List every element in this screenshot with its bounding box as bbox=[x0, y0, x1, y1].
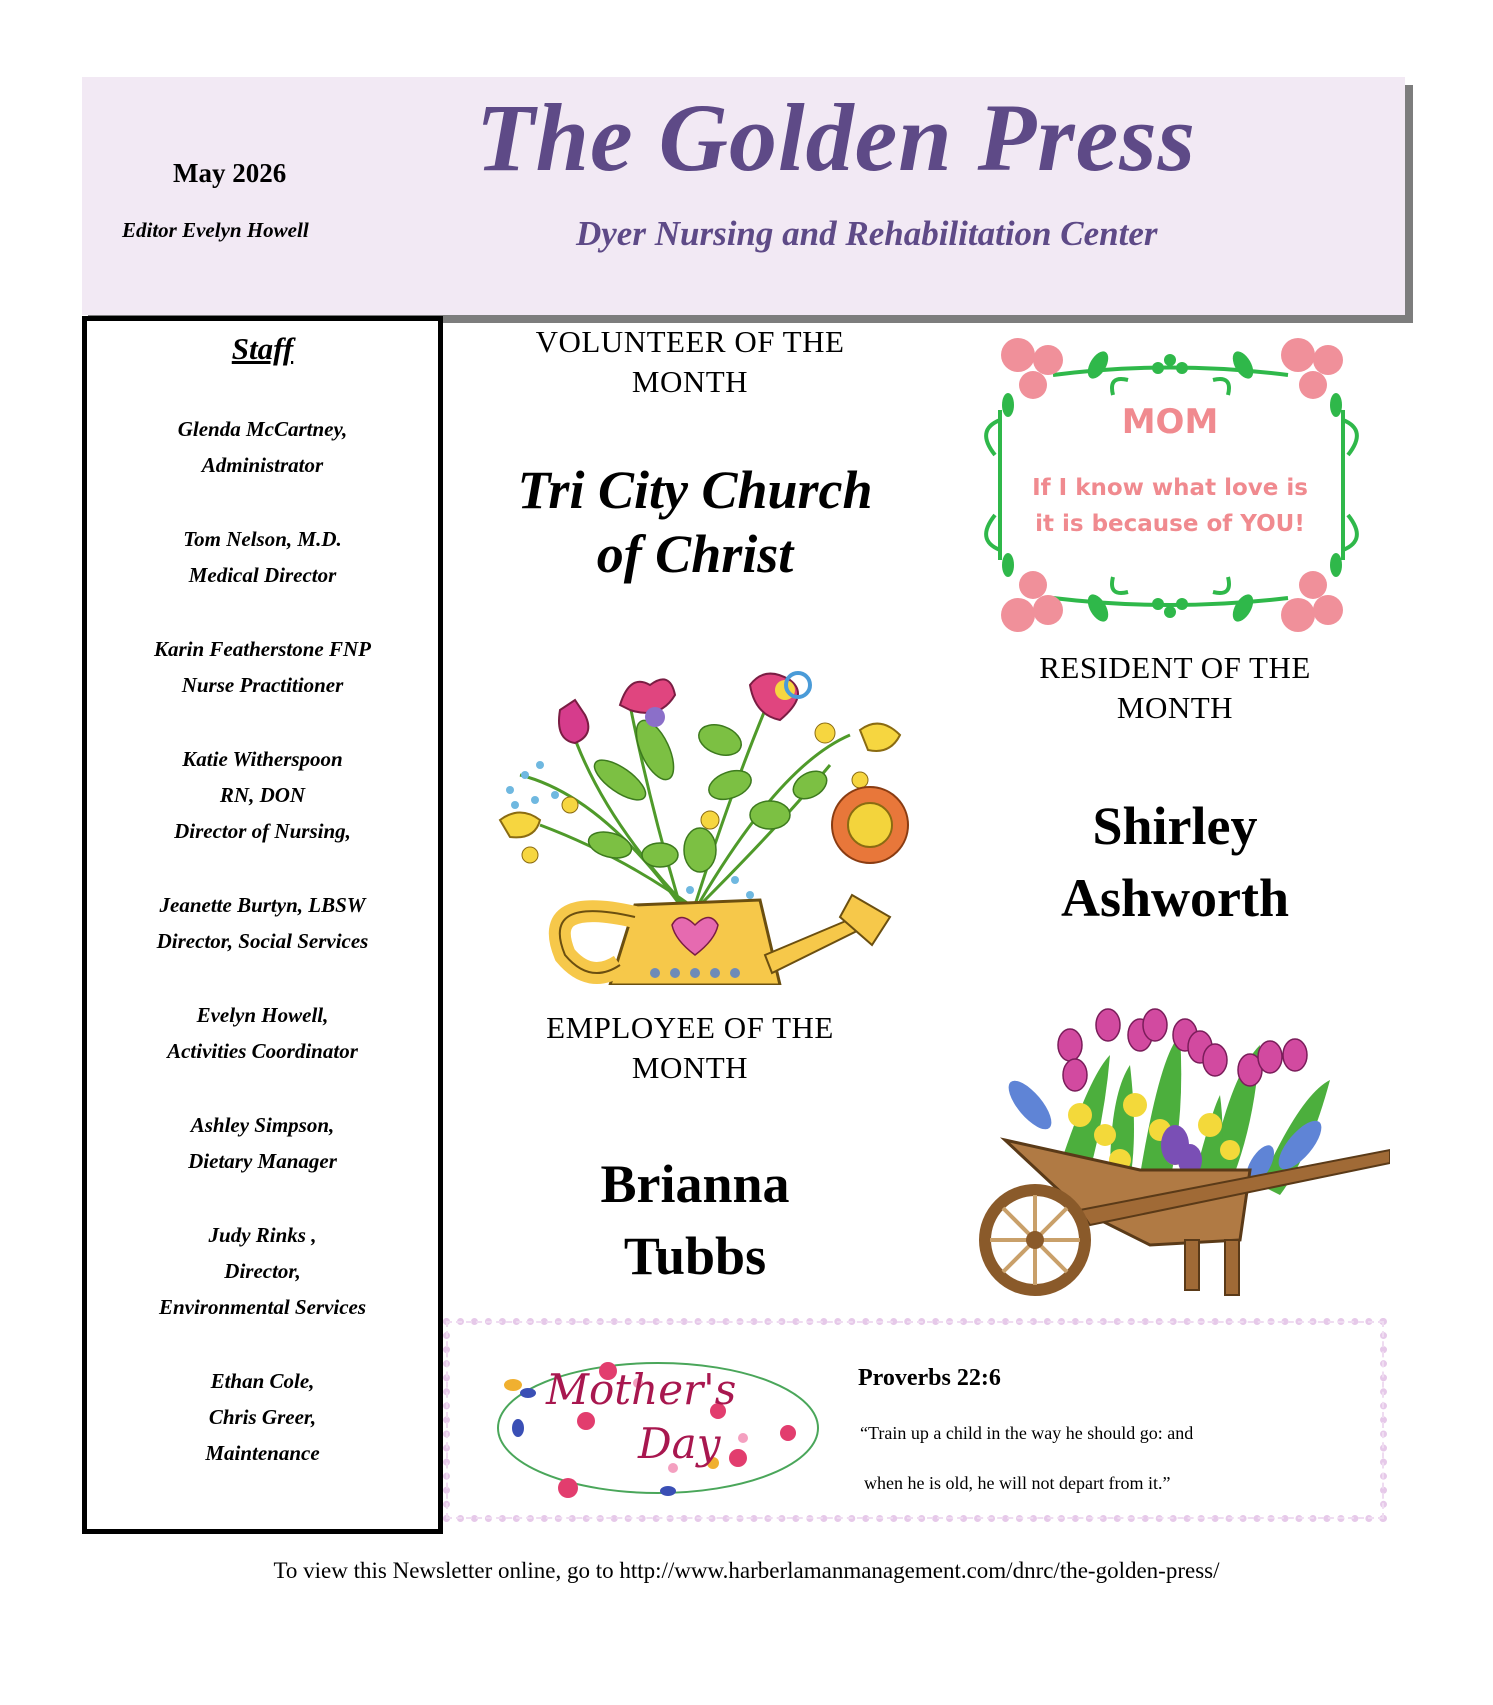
staff-department: Environmental Services bbox=[158, 1295, 367, 1319]
employee-of-month-label bbox=[460, 1008, 920, 1088]
staff-name: Evelyn Howell, bbox=[196, 1003, 329, 1027]
staff-entry bbox=[87, 521, 438, 593]
editor-credit: Editor Evelyn Howell bbox=[122, 218, 309, 242]
staff-name: Judy Rinks , bbox=[208, 1223, 317, 1247]
staff-role: Dietary Manager bbox=[188, 1149, 337, 1173]
verse-reference: Proverbs 22:6 bbox=[858, 1365, 1001, 1391]
label-line: MONTH bbox=[1116, 690, 1234, 725]
volunteer-of-month-label bbox=[460, 322, 920, 402]
staff-name: Karin Featherstone FNP bbox=[153, 637, 372, 661]
name-line: Tubbs bbox=[623, 1226, 767, 1286]
issue-date: May 2026 bbox=[173, 158, 287, 188]
label-line: MONTH bbox=[631, 364, 749, 399]
employee-name bbox=[440, 1148, 950, 1292]
facility-name: Dyer Nursing and Rehabilitation Center bbox=[576, 214, 1158, 253]
verse-line: when he is old, he will not depart from it.” bbox=[864, 1473, 1171, 1493]
label-line: EMPLOYEE OF THE bbox=[546, 1010, 834, 1045]
staff-role: Medical Director bbox=[188, 563, 337, 587]
staff-entry bbox=[87, 411, 438, 483]
staff-name: Jeanette Burtyn, LBSW bbox=[159, 893, 366, 917]
staff-entry bbox=[87, 631, 438, 703]
staff-role: Administrator bbox=[201, 453, 324, 477]
staff-name: Katie Witherspoon bbox=[182, 747, 343, 771]
staff-entry bbox=[87, 1107, 438, 1179]
staff-name: Tom Nelson, M.D. bbox=[183, 527, 342, 551]
staff-sidebar bbox=[82, 316, 443, 1534]
mothers-day-line: Mother's bbox=[546, 1365, 737, 1414]
online-newsletter-note: To view this Newsletter online, go to http://www.harberlamanmanagement.com/dnrc/the-golden-press/ bbox=[273, 1558, 1220, 1583]
staff-heading: Staff bbox=[231, 331, 294, 366]
staff-name: Ethan Cole, bbox=[210, 1369, 315, 1393]
staff-name: Glenda McCartney, bbox=[177, 417, 348, 441]
mom-card-illustration bbox=[958, 330, 1382, 638]
staff-entry bbox=[87, 1363, 438, 1471]
mom-message-line: If I know what love is bbox=[1032, 475, 1308, 501]
wheelbarrow-tulips-illustration bbox=[960, 995, 1390, 1300]
staff-role: Nurse Practitioner bbox=[181, 673, 344, 697]
staff-role: Director, Social Services bbox=[156, 929, 369, 953]
name-line: Tri City Church bbox=[517, 460, 873, 520]
name-line: Brianna bbox=[600, 1154, 790, 1214]
name-line: Ashworth bbox=[1060, 868, 1290, 928]
staff-entry bbox=[87, 997, 438, 1069]
resident-of-month-label bbox=[960, 648, 1390, 728]
staff-list bbox=[87, 411, 438, 1509]
name-line: of Christ bbox=[596, 524, 794, 584]
watering-can-flowers-illustration bbox=[480, 655, 920, 985]
staff-role: Maintenance bbox=[205, 1441, 320, 1465]
mom-heading: MOM bbox=[1121, 402, 1219, 442]
proverb-box bbox=[443, 1318, 1387, 1522]
staff-entry bbox=[87, 741, 438, 849]
staff-entry bbox=[87, 887, 438, 959]
mothers-day-line: Day bbox=[638, 1419, 721, 1468]
label-line: RESIDENT OF THE bbox=[1039, 650, 1311, 685]
volunteer-name bbox=[440, 458, 950, 586]
newsletter-title: The Golden Press bbox=[476, 84, 1196, 191]
staff-role: Director of Nursing, bbox=[174, 819, 351, 843]
staff-credentials: RN, DON bbox=[219, 783, 306, 807]
label-line: MONTH bbox=[631, 1050, 749, 1085]
mom-message bbox=[958, 470, 1382, 542]
staff-name: Chris Greer, bbox=[208, 1405, 317, 1429]
staff-role: Activities Coordinator bbox=[167, 1039, 358, 1063]
mom-message-line: it is because of YOU! bbox=[1035, 511, 1305, 537]
staff-role: Director, bbox=[224, 1259, 301, 1283]
staff-entry bbox=[87, 1217, 438, 1325]
resident-name bbox=[960, 790, 1390, 934]
name-line: Shirley bbox=[1092, 796, 1258, 856]
verse-line: “Train up a child in the way he should go: and bbox=[860, 1423, 1194, 1443]
label-line: VOLUNTEER OF THE bbox=[535, 324, 845, 359]
mothers-day-illustration bbox=[488, 1353, 828, 1503]
staff-name: Ashley Simpson, bbox=[190, 1113, 335, 1137]
